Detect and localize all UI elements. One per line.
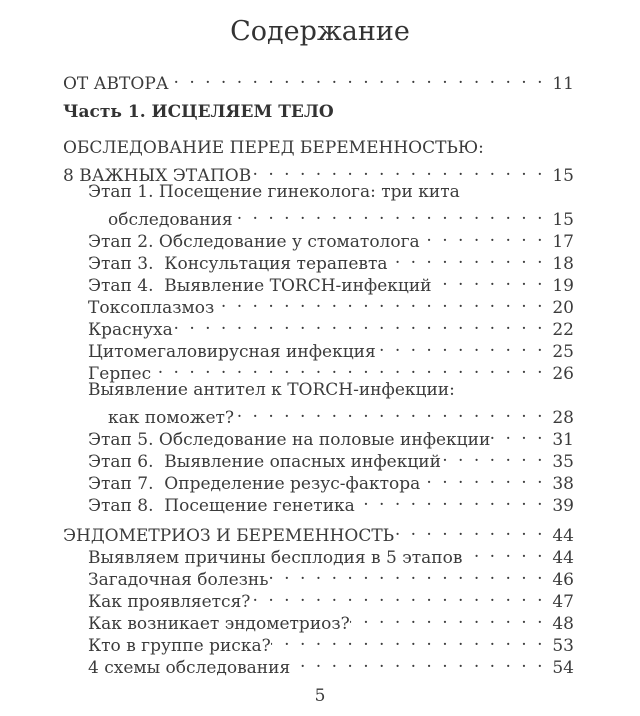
dot-leader <box>420 467 545 489</box>
toc-entry-page: 44 <box>552 526 574 546</box>
toc-entry-title: Этап 3. Консультация терапевта <box>88 254 388 274</box>
toc-entry <box>63 401 574 428</box>
toc-entry-title: 4 схемы обследования <box>88 658 291 678</box>
toc-entry-title: Этап 7. Определение резус-фактора <box>88 474 421 494</box>
toc-entry <box>63 67 574 94</box>
toc-entry-title: Загадочная болезнь <box>88 570 269 590</box>
toc-entry-page: 48 <box>552 614 574 634</box>
toc-entry-page: 11 <box>552 74 574 94</box>
toc-entry <box>63 203 574 230</box>
toc-entry-page: 22 <box>552 320 574 340</box>
dot-leader <box>355 489 545 511</box>
dot-leader <box>420 225 545 247</box>
toc-entry <box>63 519 574 546</box>
toc-entry-page: 20 <box>552 298 574 318</box>
toc-entry-title: Этап 6. Выявление опасных инфекций <box>88 452 441 472</box>
table-of-contents <box>0 67 640 678</box>
toc-entry-page: 28 <box>552 408 574 428</box>
page-title: Содержание <box>230 16 410 47</box>
toc-entry-title: Токсоплазмоз <box>88 298 215 318</box>
page-number: 5 <box>314 686 326 706</box>
toc-part-heading <box>63 101 574 123</box>
toc-entry-title: ОБСЛЕДОВАНИЕ ПЕРЕД БЕРЕМЕННОСТЬЮ: <box>63 138 484 158</box>
toc-entry-title: Этап 1. Посещение гинеколога: три кита <box>88 182 460 202</box>
toc-entry-page: 17 <box>552 232 574 252</box>
dot-leader <box>173 313 545 335</box>
toc-entry-page: 39 <box>552 496 574 516</box>
toc-entry-title: Этап 8. Посещение генетика <box>88 496 355 516</box>
dot-leader <box>462 541 545 563</box>
toc-entry-page: 31 <box>552 430 574 450</box>
toc-entry-title: Герпес <box>88 364 152 384</box>
toc-entry-title: Как проявляется? <box>88 592 251 612</box>
toc-entry-title: 8 ВАЖНЫХ ЭТАПОВ <box>63 166 252 186</box>
dot-leader <box>269 563 546 585</box>
toc-entry-title: Этап 2. Обследование у стоматолога <box>88 232 420 252</box>
dot-leader <box>251 159 545 181</box>
dot-leader <box>151 357 545 379</box>
toc-entry-title: Кто в группе риска? <box>88 636 271 656</box>
dot-leader <box>394 519 545 541</box>
dot-leader <box>376 335 545 357</box>
toc-entry-page: 35 <box>552 452 574 472</box>
dot-leader <box>350 607 545 629</box>
toc-entry-title: Часть 1. ИСЦЕЛЯЕМ ТЕЛО <box>63 102 334 122</box>
dot-leader <box>290 651 545 673</box>
dot-leader <box>441 445 545 467</box>
toc-entry-title: ЭНДОМЕТРИОЗ И БЕРЕМЕННОСТЬ <box>63 526 395 546</box>
dot-leader <box>169 67 545 89</box>
toc-entry <box>63 379 574 401</box>
toc-entry-page: 18 <box>552 254 574 274</box>
toc-entry-page: 38 <box>552 474 574 494</box>
toc-entry-page: 15 <box>552 210 574 230</box>
toc-entry-title: Этап 4. Выявление TORCH-инфекций <box>88 276 432 296</box>
dot-leader <box>271 629 545 651</box>
toc-entry <box>63 181 574 203</box>
toc-entry <box>63 137 574 159</box>
toc-entry-page: 25 <box>552 342 574 362</box>
toc-entry-page: 26 <box>552 364 574 384</box>
dot-leader <box>234 401 545 423</box>
dot-leader <box>214 291 545 313</box>
toc-entry-page: 54 <box>552 658 574 678</box>
toc-entry-title: Выявляем причины бесплодия в 5 этапов <box>88 548 463 568</box>
toc-entry-page: 53 <box>552 636 574 656</box>
dot-leader <box>432 269 545 291</box>
toc-entry <box>63 159 574 186</box>
toc-entry-page: 47 <box>552 592 574 612</box>
dot-leader <box>388 247 545 269</box>
dot-leader <box>233 203 545 225</box>
toc-entry-page: 44 <box>552 548 574 568</box>
toc-entry-title: ОТ АВТОРА <box>63 74 169 94</box>
dot-leader <box>490 423 545 445</box>
toc-entry-title: Цитомегаловирусная инфекция <box>88 342 376 362</box>
toc-entry-title: как поможет? <box>108 408 235 428</box>
toc-entry-title: Краснуха <box>88 320 173 340</box>
toc-entry-title: Этап 5. Обследование на половые инфекции <box>88 430 491 450</box>
toc-entry-page: 46 <box>552 570 574 590</box>
dot-leader <box>250 585 545 607</box>
toc-entry-title: Как возникает эндометриоз? <box>88 614 350 634</box>
toc-entry-title: обследования <box>108 210 233 230</box>
toc-entry-page: 19 <box>552 276 574 296</box>
toc-entry-page: 15 <box>552 166 574 186</box>
toc-entry-title: Выявление антител к TORCH-инфекции: <box>88 380 455 400</box>
